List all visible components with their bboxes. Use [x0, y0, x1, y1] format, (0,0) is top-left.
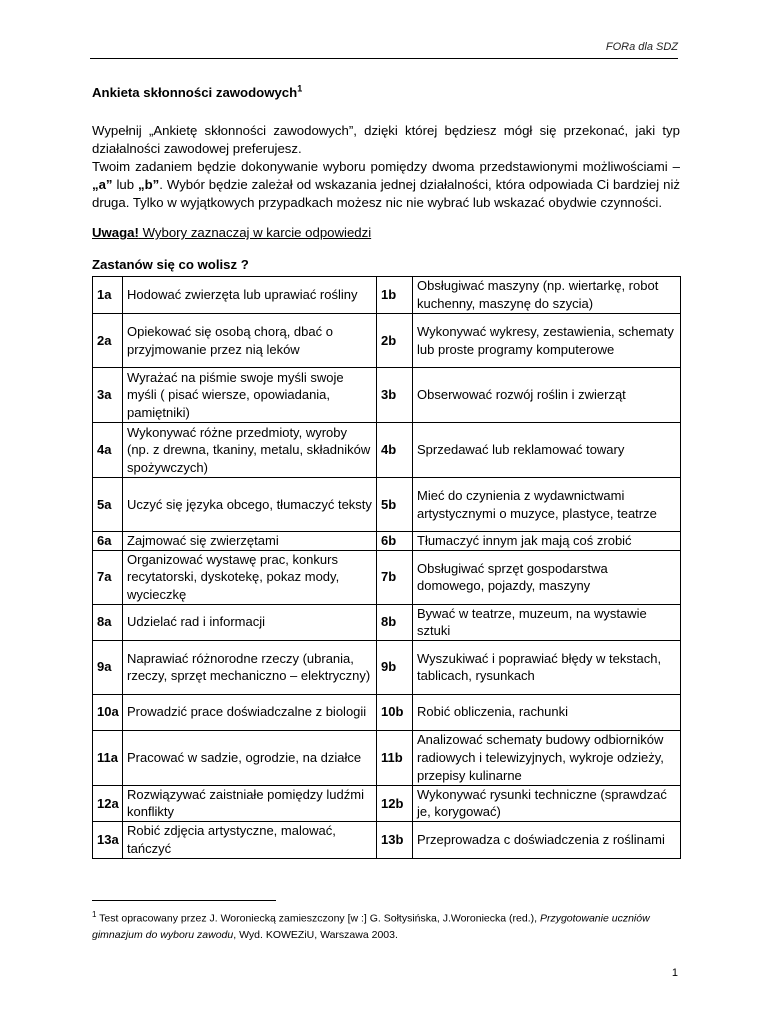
option-a-code: 5a [93, 478, 123, 532]
survey-table-body [93, 277, 681, 859]
footnote-mark: 1 [92, 910, 97, 919]
option-a-text: Wykonywać różne przedmioty, wyroby (np. z drewna, tkaniny, metalu, składników spożywczych) [123, 423, 377, 478]
survey-row [93, 604, 681, 640]
option-b-code: 13b [377, 821, 413, 858]
intro-paragraph-2 [92, 158, 680, 212]
survey-table [92, 276, 681, 859]
option-a-text: Prowadzić prace doświadczalne z biologii [123, 694, 377, 730]
option-a-text: Pracować w sadzie, ogrodzie, na działce [123, 730, 377, 785]
option-b-text: Wyszukiwać i poprawiać błędy w tekstach, tablicach, rysunkach [413, 640, 681, 694]
option-a-code: 1a [93, 277, 123, 314]
option-a-code: 2a [93, 314, 123, 368]
option-a-code: 3a [93, 368, 123, 423]
option-b-code: 6b [377, 532, 413, 551]
option-b-code: 5b [377, 478, 413, 532]
option-b-code: 8b [377, 604, 413, 640]
option-a-code: 12a [93, 785, 123, 821]
running-header: FORa dla SDZ [605, 41, 678, 53]
option-b-text: Bywać w teatrze, muzeum, na wystawie sztuki [413, 604, 681, 640]
option-b-text: Wykonywać rysunki techniczne (sprawdzać je, korygować) [413, 785, 681, 821]
option-a-code: 9a [93, 640, 123, 694]
warning-label: Uwaga! [92, 225, 139, 240]
option-b-label: „b” [138, 177, 160, 192]
option-a-text: Organizować wystawę prac, konkurs recytatorski, dyskotekę, pokaz mody, wycieczkę [123, 550, 377, 604]
survey-row [93, 478, 681, 532]
survey-row [93, 640, 681, 694]
warning-note [92, 224, 680, 242]
footnote-book-title: Przygotowanie uczniów gimnazjum do wyboru zawodu [92, 912, 650, 941]
intro-p2-or: lub [112, 177, 139, 192]
question-heading: Zastanów się co wolisz ? [92, 257, 249, 272]
document-body [92, 84, 680, 859]
option-b-code: 2b [377, 314, 413, 368]
footnote-divider [92, 900, 276, 901]
option-a-text: Naprawiać różnorodne rzeczy (ubrania, rzeczy, sprzęt mechaniczno – elektryczny) [123, 640, 377, 694]
option-b-code: 3b [377, 368, 413, 423]
page-number: 1 [671, 967, 678, 979]
option-a-code: 7a [93, 550, 123, 604]
option-a-text: Zajmować się zwierzętami [123, 532, 377, 551]
option-b-text: Obserwować rozwój roślin i zwierząt [413, 368, 681, 423]
footnote [92, 907, 682, 943]
option-b-code: 1b [377, 277, 413, 314]
option-b-text: Wykonywać wykresy, zestawienia, schematy lub proste programy komputerowe [413, 314, 681, 368]
survey-row [93, 277, 681, 314]
survey-row [93, 368, 681, 423]
option-b-text: Przeprowadza c doświadczenia z roślinami [413, 821, 681, 858]
document-title-text: Ankieta skłonności zawodowych [92, 85, 298, 100]
option-a-code: 6a [93, 532, 123, 551]
option-a-code: 8a [93, 604, 123, 640]
survey-row [93, 785, 681, 821]
option-b-text: Obsługiwać sprzęt gospodarstwa domowego, pojazdy, maszyny [413, 550, 681, 604]
intro-p2-start: Twoim zadaniem będzie dokonywanie wyboru pomiędzy dwoma przedstawionymi możliwościami – [92, 159, 680, 174]
survey-row [93, 821, 681, 858]
survey-row [93, 730, 681, 785]
warning-text: Wybory zaznaczaj w karcie odpowiedzi [138, 225, 372, 240]
footnote-reference: 1 [297, 83, 303, 94]
survey-row [93, 423, 681, 478]
option-a-code: 13a [93, 821, 123, 858]
option-b-text: Analizować schematy budowy odbiorników radiowych i telewizyjnych, wykroje odzieży, przepisy kulinarne [413, 730, 681, 785]
option-a-text: Rozwiązywać zaistniałe pomiędzy ludźmi konflikty [123, 785, 377, 821]
option-b-text: Tłumaczyć innym jak mają coś zrobić [413, 532, 681, 551]
option-b-text: Robić obliczenia, rachunki [413, 694, 681, 730]
option-a-code: 11a [93, 730, 123, 785]
intro-paragraph-1: Wypełnij „Ankietę skłonności zawodowych”, dzięki której będziesz mógł się przekonać, jaki typ działalności zawodowej preferujesz. [92, 123, 680, 156]
option-b-code: 11b [377, 730, 413, 785]
option-a-text: Udzielać rad i informacji [123, 604, 377, 640]
option-a-code: 4a [93, 423, 123, 478]
option-a-text: Opiekować się osobą chorą, dbać o przyjmowanie przez nią leków [123, 314, 377, 368]
footnote-text-end: , Wyd. KOWEZiU, Warszawa 2003. [233, 928, 398, 941]
option-a-text: Wyrażać na piśmie swoje myśli swoje myśli ( pisać wiersze, opowiadania, pamiętniki) [123, 368, 377, 423]
option-a-text: Uczyć się języka obcego, tłumaczyć teksty [123, 478, 377, 532]
intro-p2-end: . Wybór będzie zależał od wskazania jednej działalności, która odpowiada Ci bardziej niż druga. Tylko w wyjątkowych przypadkach możesz nic nie wybrać lub wskazać obydwie czynności. [92, 177, 680, 210]
option-b-code: 7b [377, 550, 413, 604]
footnote-text-start: Test opracowany przez J. Woroniecką zamieszczony [w :] G. Sołtysińska, J.Woroniecka (red.), [96, 912, 540, 925]
option-a-label: „a” [92, 177, 113, 192]
option-b-code: 12b [377, 785, 413, 821]
option-b-code: 10b [377, 694, 413, 730]
option-a-code: 10a [93, 694, 123, 730]
survey-row [93, 532, 681, 551]
survey-row [93, 550, 681, 604]
option-b-text: Sprzedawać lub reklamować towary [413, 423, 681, 478]
option-a-text: Hodować zwierzęta lub uprawiać rośliny [123, 277, 377, 314]
option-b-code: 4b [377, 423, 413, 478]
option-b-text: Obsługiwać maszyny (np. wiertarkę, robot kuchenny, maszynę do szycia) [413, 277, 681, 314]
header-divider [90, 58, 678, 59]
option-b-text: Mieć do czynienia z wydawnictwami artystycznymi o muzyce, plastyce, teatrze [413, 478, 681, 532]
survey-row [93, 694, 681, 730]
option-b-code: 9b [377, 640, 413, 694]
survey-row [93, 314, 681, 368]
option-a-text: Robić zdjęcia artystyczne, malować, tańczyć [123, 821, 377, 858]
document-title [92, 84, 680, 102]
